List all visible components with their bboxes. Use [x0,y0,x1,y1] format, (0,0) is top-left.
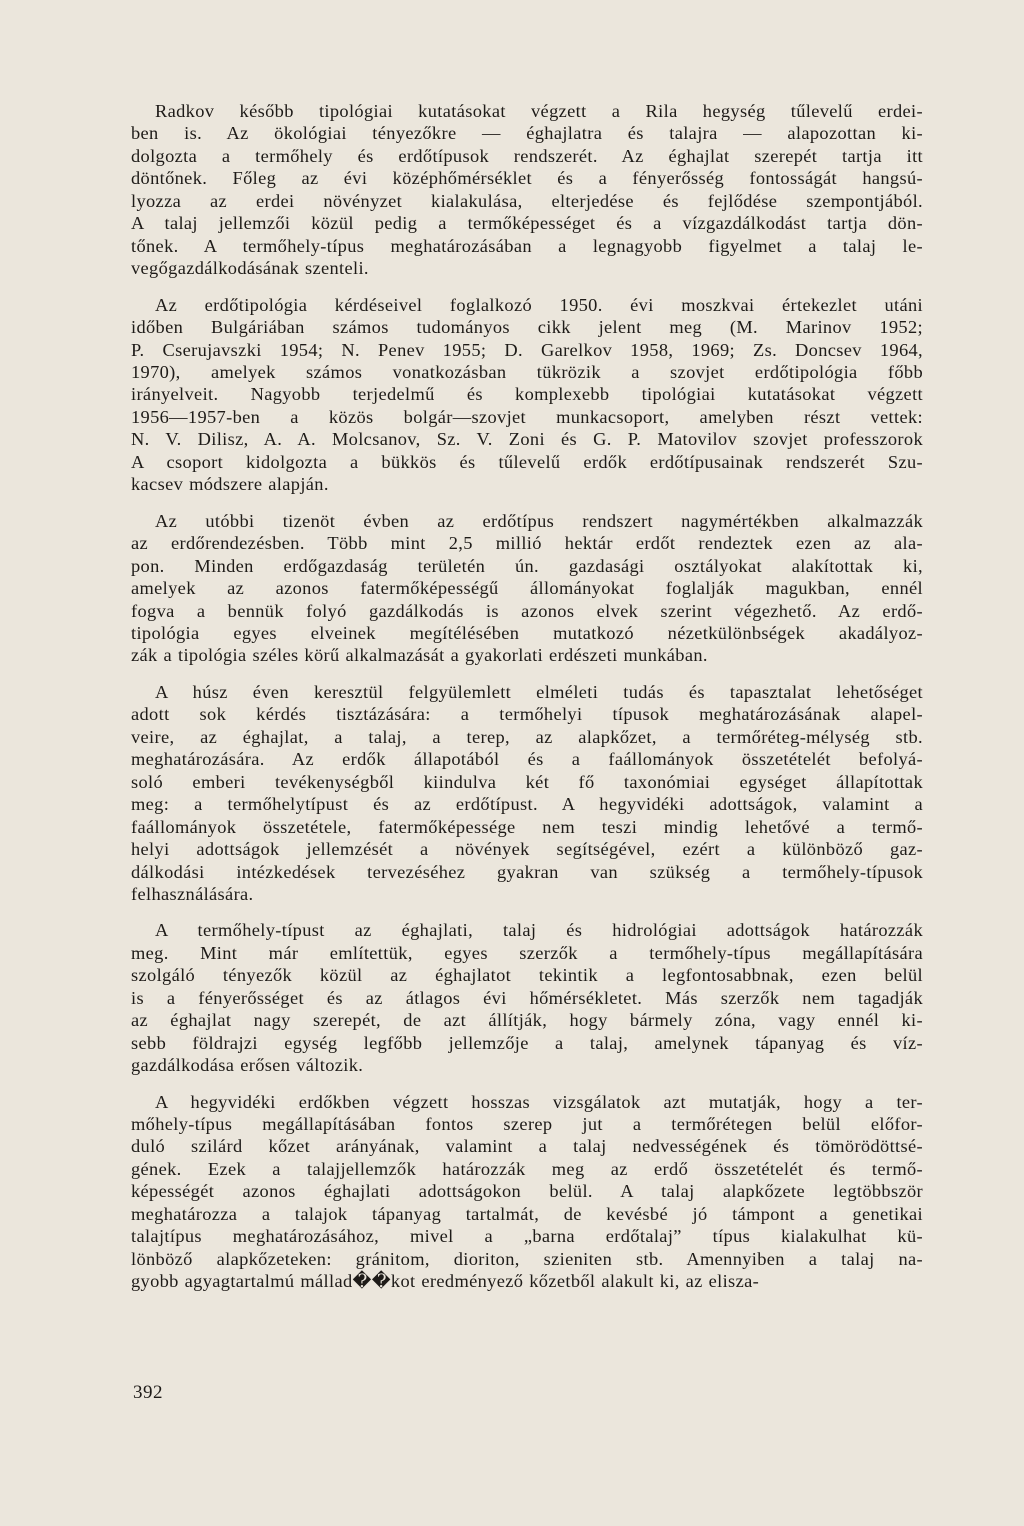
text-line: felhasználására. [131,883,254,904]
text-line: az erdőrendezésben. Több mint 2,5 millió hektár erdőt rendeztek ezen az ala- [131,533,923,554]
text-line: meg. Mint már említettük, egyes szerzők a termőhely-típus megállapítására [131,942,923,963]
paragraph [131,919,923,1076]
text-line: faállományok összetétele, fatermőképessége nem teszi mindig lehetővé a termő- [131,816,923,837]
paragraph [131,100,923,280]
paragraph [131,294,923,496]
text-line: dolgozta a termőhely és erdőtípusok rendszerét. Az éghajlat szerepét tartja itt [131,145,923,166]
text-line: Radkov később tipológiai kutatásokat végzett a Rila hegység tűlevelű erdei- [155,101,923,121]
text-line: talajtípus meghatározásához, mivel a „barna erdőtalaj” típus kialakulhat kü- [131,1226,923,1247]
text-line: lönböző alapkőzeteken: gránitom, dioriton, szieniten stb. Amennyiben a talaj na- [131,1248,923,1269]
text-line: vegőgazdálkodásának szenteli. [131,258,369,279]
text-line: tipológia egyes elveinek megítélésében mutatkozó nézetkülönbségek akadályoz- [131,622,923,643]
text-line: irányelveit. Nagyobb terjedelmű és komplexebb tipológiai kutatásokat végzett [131,384,923,405]
text-line: A talaj jellemzői közül pedig a termőképességet és a vízgazdálkodást tartja dön- [131,213,923,234]
paragraph [131,1091,923,1293]
text-line: A termőhely-típust az éghajlati, talaj és hidrológiai adottságok határozzák [155,920,923,941]
text-line: Az utóbbi tizenöt évben az erdőtípus rendszert nagymértékben alkalmazzák [155,510,923,531]
paragraph [131,510,923,667]
page-number: 392 [133,1382,163,1403]
text-line: helyi adottságok jellemzését a növények segítségével, ezért a különböző gaz- [131,839,923,860]
text-line: Az erdőtipológia kérdéseivel foglalkozó 1950. évi moszkvai értekezlet utáni [155,294,923,315]
text-line: dálkodási intézkedések tervezéséhez gyakran van szükség a termőhely-típusok [131,861,923,882]
text-line: A hegyvidéki erdőkben végzett hosszas vizsgálatok azt mutatják, hogy a ter- [155,1091,923,1112]
text-line: zák a tipológia széles körű alkalmazását a gyakorlati erdészeti munkában. [131,645,708,666]
text-line: sebb földrajzi egység legfőbb jellemzője a talaj, amelynek tápanyag és víz- [131,1032,923,1053]
text-line: pon. Minden erdőgazdaság területén ún. gazdasági osztályokat alakítottak ki, [131,555,923,576]
text-line: adott sok kérdés tisztázására: a termőhelyi típusok meghatározásának alapel- [131,704,923,725]
text-line: gazdálkodása erősen változik. [131,1055,364,1076]
text-line: is a fényerősséget és az átlagos évi hőmérsékletet. Más szerzők nem tagadják [131,987,923,1008]
text-line: A húsz éven keresztül felgyülemlett elméleti tudás és tapasztalat lehetőséget [155,681,923,702]
text-line: amelyek az azonos fatermőképességű állományokat foglalják magukban, ennél [131,578,923,599]
text-line: szolgáló tényezők közül az éghajlatot tekintik a legfontosabbnak, ezen belül [131,965,923,986]
text-line: A csoport kidolgozta a bükkös és tűlevelű erdők erdőtípusainak rendszerét Szu- [131,451,923,472]
text-line: gének. Ezek a talajjellemzők határozzák meg az erdő összetételét és termő- [131,1158,923,1179]
text-line: duló szilárd kőzet arányának, valamint a talaj nedvességének és tömörödöttsé- [131,1136,923,1157]
text-line: gyobb agyagtartalmú mállad��kot eredményező kőzetből alakult ki, az elisza- [131,1271,760,1292]
text-line: veire, az éghajlat, a talaj, a terep, az alapkőzet, a termőréteg-mélység stb. [131,726,923,747]
text-line: P. Cserujavszki 1954; N. Penev 1955; D. Garelkov 1958, 1969; Zs. Doncsev 1964, [131,339,923,360]
paragraph [131,681,923,906]
text-line: meghatározza a talajok tápanyag tartalmát, de kevésbé jó támpont a genetikai [131,1203,923,1224]
text-line: 1970), amelyek számos vonatkozásban tükrözik a szovjet erdőtipológia főbb [131,361,923,382]
text-line: fogva a bennük folyó gazdálkodás is azonos elvek szerint végezhető. Az erdő- [131,600,923,621]
text-line: képességét azonos éghajlati adottságokon belül. A talaj alapkőzete legtöbbször [131,1181,923,1202]
text-line: meghatározására. Az erdők állapotából és a faállományok összetételét befolyá- [131,749,923,770]
body-text [131,100,923,1307]
text-line: döntőnek. Főleg az évi középhőmérséklet és a fényerősség fontosságát hangsú- [131,168,923,189]
text-line: soló emberi tevékenységből kiindulva két fő taxonómiai egységet állapítottak [131,771,923,792]
text-line: lyozza az erdei növényzet kialakulása, elterjedése és fejlődése szempontjából. [131,190,923,211]
text-line: N. V. Dilisz, A. A. Molcsanov, Sz. V. Zoni és G. P. Matovilov szovjet professzorok [131,429,923,450]
text-line: mőhely-típus megállapításában fontos szerep jut a termőrétegen belül előfor- [131,1114,923,1135]
text-line: kacsev módszere alapján. [131,474,329,495]
text-line: az éghajlat nagy szerepét, de azt állítják, hogy bármely zóna, vagy ennél ki- [131,1010,923,1031]
text-line: időben Bulgáriában számos tudományos cikk jelent meg (M. Marinov 1952; [131,317,923,338]
text-line: meg: a termőhelytípust és az erdőtípust. A hegyvidéki adottságok, valamint a [131,794,923,815]
text-line: tőnek. A termőhely-típus meghatározásában a legnagyobb figyelmet a talaj le- [131,235,923,256]
text-line: ben is. Az ökológiai tényezőkre — éghajlatra és talajra — alapozottan ki- [131,123,923,144]
text-line: 1956—1957-ben a közös bolgár—szovjet munkacsoport, amelyben részt vettek: [131,406,923,427]
